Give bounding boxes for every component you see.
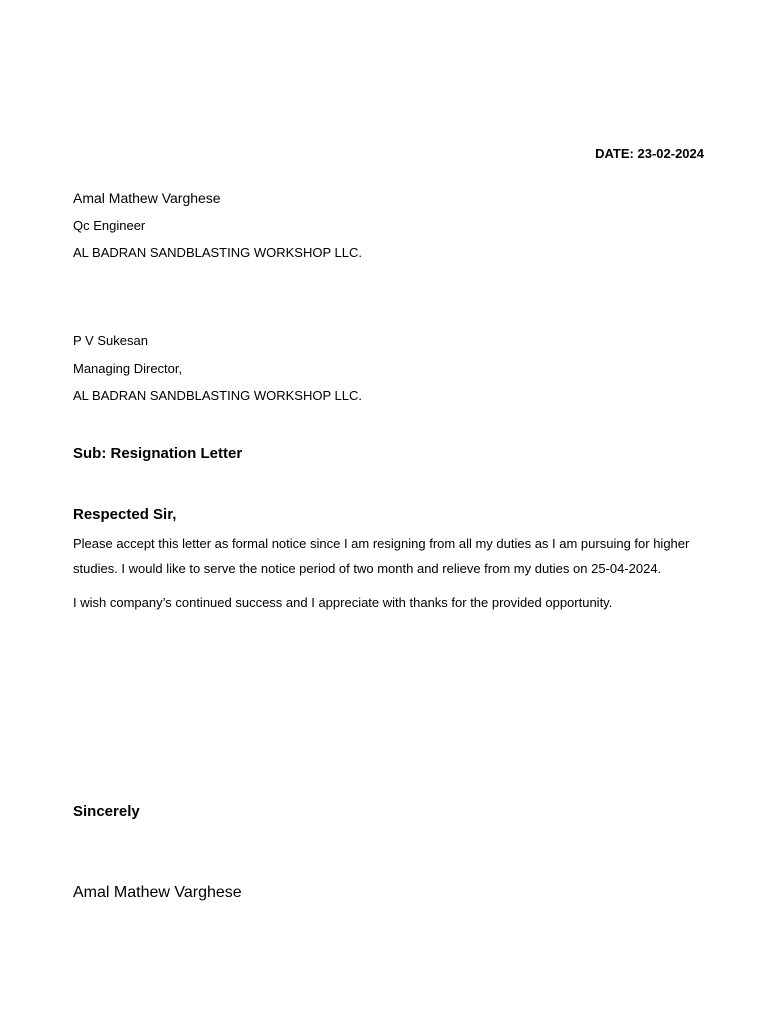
subject-line: Sub: Resignation Letter (73, 445, 243, 462)
recipient-title: Managing Director, (73, 361, 183, 376)
body-paragraph-1: Please accept this letter as formal notice since I am resigning from all my duties as I am pursuing for higher studies. I would like to serve the notice period of two month and relieve from my duties on 25-04-2024. (73, 536, 690, 576)
recipient-company: AL BADRAN SANDBLASTING WORKSHOP LLC. (73, 388, 362, 403)
recipient-name: P V Sukesan (73, 333, 148, 348)
closing: Sincerely (73, 803, 140, 820)
sender-company: AL BADRAN SANDBLASTING WORKSHOP LLC. (73, 245, 362, 260)
body-paragraph-2: I wish company’s continued success and I appreciate with thanks for the provided opportunity. (73, 595, 613, 610)
sender-title: Qc Engineer (73, 218, 146, 233)
signature-name: Amal Mathew Varghese (73, 884, 242, 901)
salutation: Respected Sir, (73, 506, 177, 523)
letter-date: DATE: 23-02-2024 (595, 146, 704, 161)
sender-name: Amal Mathew Varghese (73, 190, 221, 206)
